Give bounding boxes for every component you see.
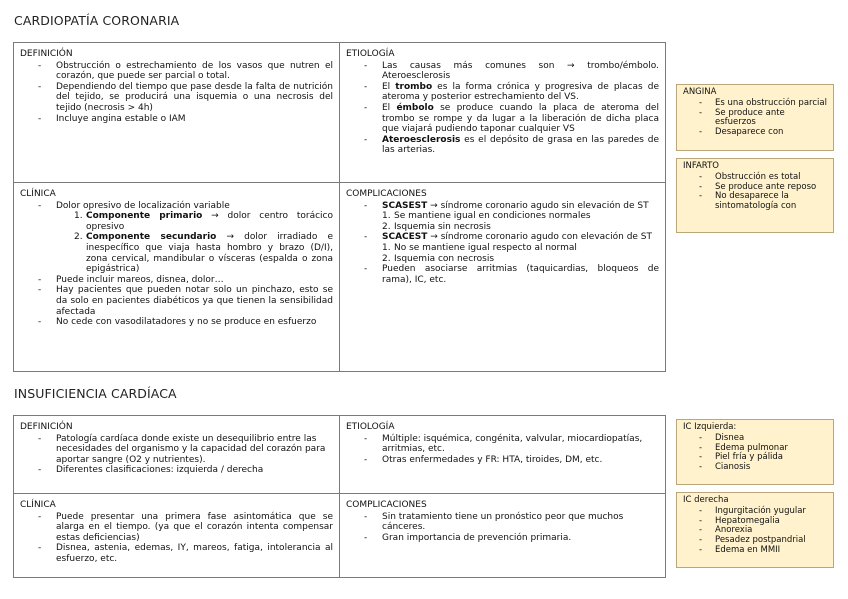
sublist-item: 2. Isquemia sin necrosis (382, 222, 659, 233)
list-item: - Hepatomegalia (699, 517, 828, 527)
list-item: - Cianosis (699, 463, 828, 473)
complicaciones-list (346, 512, 659, 544)
list-item (364, 232, 659, 264)
sublist-item: 2. Isquemia con necrosis (382, 254, 659, 265)
note-infarto (676, 158, 834, 233)
list-item: - Piel fría y pálida (699, 453, 828, 463)
list-item: - Edema en MMII (699, 546, 828, 556)
etiologia-list (346, 434, 659, 466)
note-list (683, 173, 828, 212)
complicaciones-sublist (382, 243, 659, 264)
text-segment: → síndrome coronario agudo sin elevación de ST (427, 200, 649, 211)
list-item: - Ingurgitación yugular (699, 507, 828, 517)
list-item (364, 135, 659, 156)
list-item: - No desaparece la sintomatología con (699, 192, 828, 212)
clinica-list (20, 512, 333, 565)
term-componente-secundario: Componente secundario (86, 232, 217, 243)
text-segment: es el depósito de grasa en las paredes de las arterias. (382, 134, 659, 156)
section-title-insuficiencia: INSUFICIENCIA CARDÍACA (14, 386, 177, 401)
coronaria-clinica-cell (14, 183, 340, 372)
clinica-list (20, 201, 333, 328)
text-segment: es la forma crónica y progresiva de placas de ateroma y posterior estrechamiento del VS. (382, 81, 659, 103)
list-item: - Pueden asociarse arritmias (taquicardias, bloqueos de rama), IC, etc. (364, 264, 659, 285)
complicaciones-heading: COMPLICACIONES (346, 500, 427, 510)
note-list (683, 434, 828, 473)
list-item: - Gran importancia de prevención primaria. (364, 533, 659, 544)
section-title-coronaria: CARDIOPATÍA CORONARIA (14, 13, 180, 28)
text-segment: se produce cuando la placa de ateroma del trombo se rompe y da lugar a la liberación de dicha placa que viajará pudiendo taponar cualquier VS (382, 102, 659, 135)
list-item: - Disnea (699, 434, 828, 444)
text-segment: El (382, 102, 397, 113)
complicaciones-heading: COMPLICACIONES (346, 189, 427, 199)
list-item: - Anorexia (699, 526, 828, 536)
etiologia-heading: ETIOLOGÍA (346, 422, 395, 432)
list-item: - Dependiendo del tiempo que pase desde la falta de nutrición del tejido, se producirá una isquemia o una necrosis del tejido (necrosis > 4h) (38, 82, 333, 114)
definicion-heading: DEFINICIÓN (20, 49, 73, 59)
text-segment: → dolor centro torácico opresivo (86, 211, 333, 232)
list-item (364, 103, 659, 135)
note-title: IC Izquierda: (683, 422, 737, 432)
sublist-item: 1. No se mantiene igual respecto al normal (382, 243, 659, 254)
list-item: - Sin tratamiento tiene un pronóstico peor que muchos cánceres. (364, 512, 659, 533)
coronaria-table (13, 42, 666, 372)
insuficiencia-etiologia-cell (340, 416, 666, 494)
note-list (683, 507, 828, 556)
list-item: - Pesadez postpandrial (699, 536, 828, 546)
list-item: - Hay pacientes que pueden notar solo un pinchazo, esto se da solo en pacientes diabéticos ya que tienen la sensibilidad afectada (38, 285, 333, 317)
note-list (683, 99, 828, 138)
text-segment: → dolor irradiado e inespecífico que viaja hasta hombro y brazo (D/I), zona cervical, mandibular o vísceras (espalda o zona epigástrica) (86, 232, 333, 275)
term-scacest: SCACEST (382, 232, 428, 243)
list-item: - Es una obstrucción parcial (699, 99, 828, 109)
term-trombo: trombo (395, 81, 433, 92)
insuficiencia-definicion-cell (14, 416, 340, 494)
note-ic-izquierda (676, 419, 834, 485)
sublist-item: 1. Se mantiene igual en condiciones normales (382, 211, 659, 222)
note-title: INFARTO (683, 161, 719, 171)
term-ateroesclerosis: Ateroesclerosis (382, 134, 461, 145)
list-item: - Obstrucción o estrechamiento de los vasos que nutren el corazón, que puede ser parcial o total. (38, 61, 333, 82)
note-ic-derecha (676, 492, 834, 568)
list-item: - Disnea, astenia, edemas, IY, mareos, fatiga, intolerancia al esfuerzo, etc. (38, 543, 333, 564)
text-segment: El (382, 81, 396, 92)
insuficiencia-clinica-cell (14, 494, 340, 578)
list-item: - Obstrucción es total (699, 173, 828, 183)
note-title: IC derecha (683, 495, 729, 505)
list-item: - Edema pulmonar (699, 444, 828, 454)
sublist-item (74, 232, 333, 274)
term-componente-primario: Componente primario (86, 211, 203, 222)
coronaria-definicion-cell (14, 43, 340, 183)
list-item: - Puede presentar una primera fase asintomática que se alarga en el tiempo. (ya que el corazón intenta compensar estas deficiencias) (38, 512, 333, 544)
definicion-heading: DEFINICIÓN (20, 422, 73, 432)
list-item: - Se produce ante reposo (699, 183, 828, 193)
list-item (364, 82, 659, 103)
complicaciones-list (346, 201, 659, 286)
list-item: - Otras enfermedades y FR: HTA, tiroides, DM, etc. (364, 455, 659, 466)
list-item: - Desaparece con (699, 128, 828, 138)
text-segment: Dolor opresivo de localización variable (56, 200, 230, 211)
note-title: ANGINA (683, 87, 717, 97)
note-angina (676, 84, 834, 151)
definicion-list (20, 434, 333, 476)
term-embolo: émbolo (396, 102, 434, 113)
insuficiencia-table (13, 415, 666, 578)
list-item (38, 201, 333, 275)
list-item: - Múltiple: isquémica, congénita, valvular, miocardiopatías, arritmias, etc. (364, 434, 659, 455)
list-item: - Las causas más comunes son → trombo/émbolo. Ateroesclerosis (364, 61, 659, 82)
text-segment: → síndrome coronario agudo con elevación de ST (427, 232, 653, 243)
clinica-sublist (56, 211, 333, 275)
term-scasest: SCASEST (382, 200, 428, 211)
sublist-item (74, 211, 333, 232)
definicion-list (20, 61, 333, 125)
list-item: - No cede con vasodilatadores y no se produce en esfuerzo (38, 317, 333, 328)
list-item (364, 201, 659, 233)
list-item: - Diferentes clasificaciones: izquierda / derecha (38, 465, 333, 476)
list-item: - Puede incluir mareos, disnea, dolor… (38, 275, 333, 286)
list-item: - Patología cardíaca donde existe un desequilibrio entre las necesidades del organismo y la capacidad del corazón para aportar sangre (O2 y nutrientes). (38, 434, 333, 466)
etiologia-heading: ETIOLOGÍA (346, 49, 395, 59)
clinica-heading: CLÍNICA (20, 189, 56, 199)
coronaria-etiologia-cell (340, 43, 666, 183)
etiologia-list (346, 61, 659, 156)
insuficiencia-complicaciones-cell (340, 494, 666, 578)
complicaciones-sublist (382, 211, 659, 232)
list-item: - Incluye angina estable o IAM (38, 114, 333, 125)
clinica-heading: CLÍNICA (20, 500, 56, 510)
coronaria-complicaciones-cell (340, 183, 666, 372)
list-item: - Se produce ante esfuerzos (699, 109, 828, 129)
